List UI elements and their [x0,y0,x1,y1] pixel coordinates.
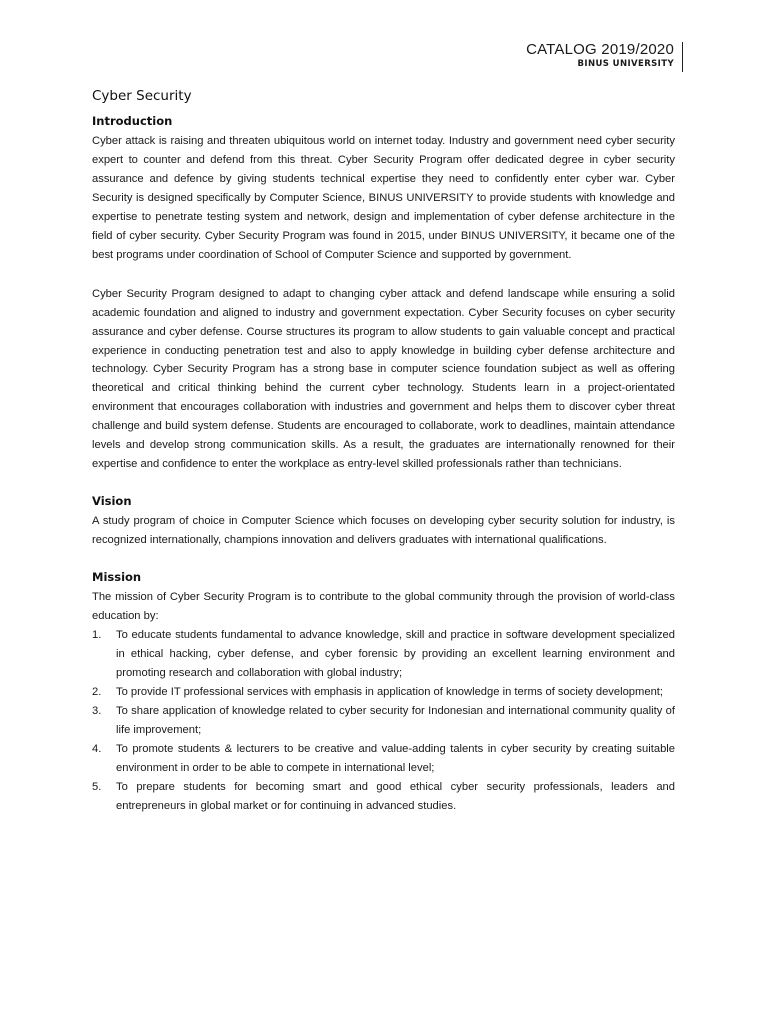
list-item [92,778,675,816]
mission-list [92,626,675,816]
introduction-paragraph-1: Cyber attack is raising and threaten ubiquitous world on internet today. Industry and government need cyber security expert to counter and defend from this threat. Cyber Security Program offer dedicated degree in cyber security assurance and defence by giving students technical expertise they need to confidently enter cyber war. Cyber Security is designed specifically by Computer Science, BINUS UNIVERSITY to provide students with knowledge and expertise to penetrate testing system and network, design and implementation of cyber defense architecture in the field of cyber security. Cyber Security Program was found in 2015, under BINUS UNIVERSITY, it became one of the best programs under coordination of School of Computer Science and supported by government. [92,135,675,261]
list-item-text: To provide IT professional services with emphasis in application of knowledge in terms of society development; [116,685,664,698]
document-body [92,86,675,816]
list-item-number: 4. [92,742,102,755]
list-item [92,702,675,740]
mission-intro: The mission of Cyber Security Program is to contribute to the global community through the provision of world-class education by: [92,591,675,623]
list-item-text: To prepare students for becoming smart and good ethical cyber security professionals, leaders and entrepreneurs in global market or for continuing in advanced studies. [116,780,675,812]
list-item [92,626,675,683]
list-item-number: 3. [92,704,102,717]
list-item-text: To share application of knowledge related to cyber security for Indonesian and international community quality of life improvement; [116,704,675,736]
list-item [92,740,675,778]
list-item [92,683,675,702]
list-item-text: To educate students fundamental to advance knowledge, skill and practice in software development specialized in ethical hacking, cyber defense, and cyber forensic by providing an excellent learning environment and promoting research and collaboration with global industry; [116,629,675,679]
introduction-paragraph-2: Cyber Security Program designed to adapt to changing cyber attack and defend landscape while ensuring a solid academic foundation and aligned to industry and government expectation. Cyber Security focuses on cyber security assurance and cyber defense. Course structures its program to allow students to gain valuable concept and practical experience in conducting penetration test and also to apply knowledge in building cyber defense architecture and technology. Cyber Security Program has a strong base in computer science foundation subject as well as offering theoretical and critical thinking behind the current cyber technology. Students learn in a project-orientated environment that encourages collaboration with industries and government and helps them to discover cyber threat challenge and build system defense. Students are encouraged to collaborate, work to deadlines, maintain attendance levels and develop strong communication skills. As a result, the graduates are internationally renowned for their expertise and confidence to enter the workplace as entry-level skilled professionals rather than technicians. [92,287,675,471]
mission-heading: Mission [92,570,142,585]
page-header [526,42,684,70]
page-title: Cyber Security [92,88,192,104]
catalog-label: CATALOG 2019/2020 [526,41,674,58]
list-item-text: To promote students & lecturers to be creative and value-adding talents in cyber security by creating suitable environment in order to be able to compete in international level; [116,742,675,774]
list-item-number: 2. [92,685,102,698]
introduction-heading: Introduction [92,114,173,128]
university-label: BINUS UNIVERSITY [577,59,674,69]
vision-paragraph: A study program of choice in Computer Science which focuses on developing cyber security solution for industry, is recognized internationally, champions innovation and delivers graduates with international qualifications. [92,515,675,547]
list-item-number: 5. [92,780,102,793]
list-item-number: 1. [92,629,102,642]
vision-heading: Vision [92,494,132,509]
